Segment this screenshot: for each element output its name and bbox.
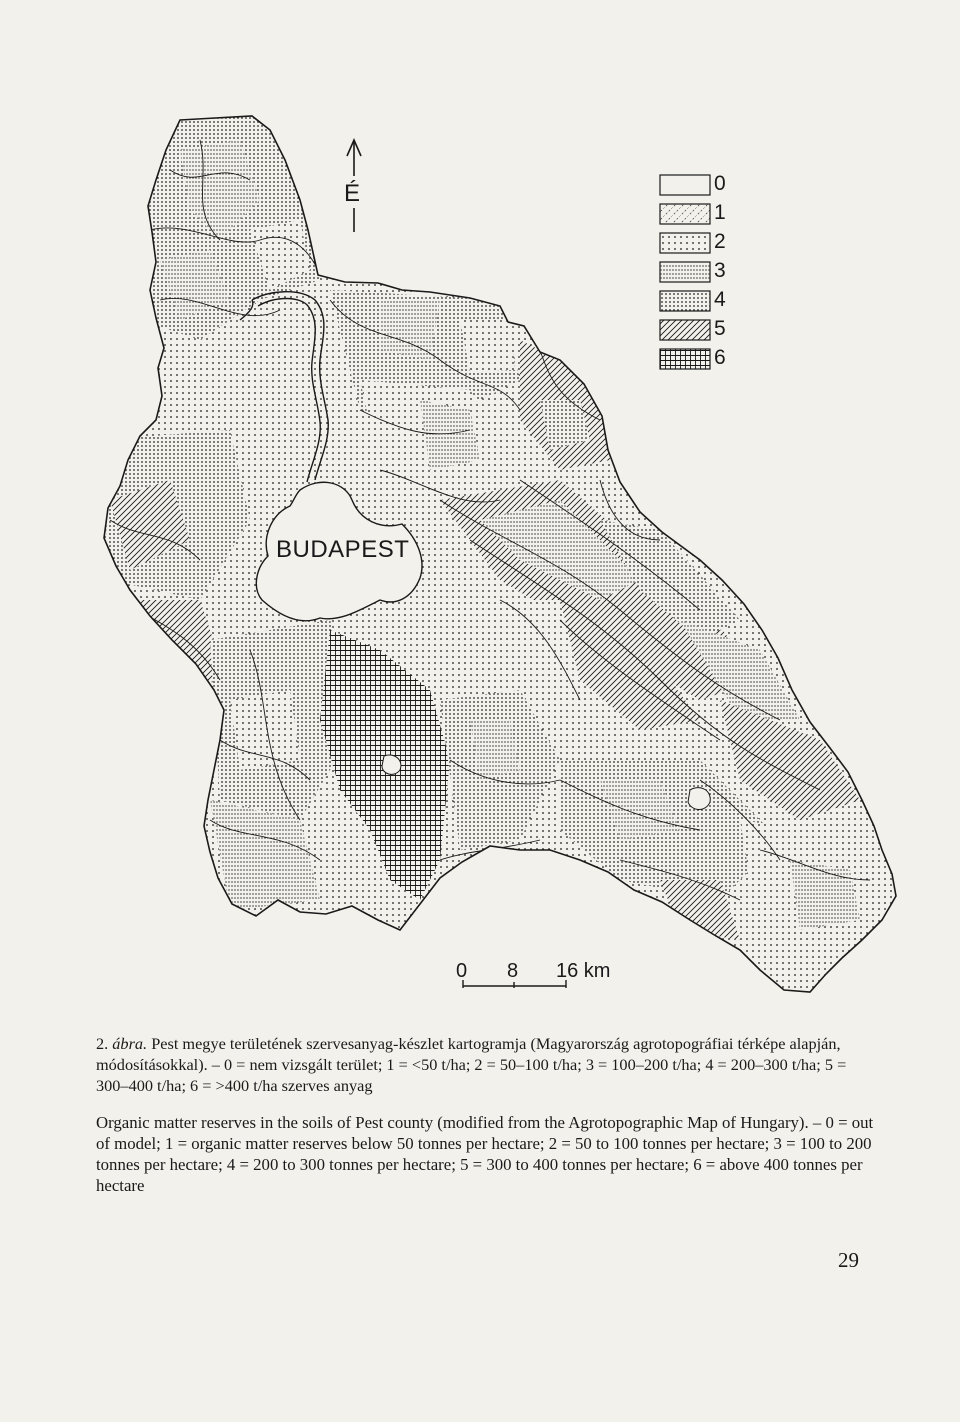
legend-label-3: 3 — [714, 259, 726, 282]
city-label-budapest: BUDAPEST — [276, 536, 410, 563]
legend-swatch-2 — [660, 233, 710, 253]
legend-label-2: 2 — [714, 230, 726, 253]
legend-label-5: 5 — [714, 317, 726, 340]
legend-swatch-4 — [660, 291, 710, 311]
caption-english: Organic matter reserves in the soils of Pest county (modified from the Agrotopographic Map of Hungary). – 0 = out of model; 1 = organic matter reserves below 50 tonnes per hectare; 2 = 50 to 100 tonnes per hectare; 3 = 100 to 200 tonnes per hectare; 4 = 200 to 300 tonnes per hectare; 5 = 300 to 400 tonnes per hectare; 6 = above 400 tonnes per hectare — [96, 1113, 874, 1195]
island-blank — [382, 755, 401, 774]
legend-label-0: 0 — [714, 172, 726, 195]
legend-swatch-5 — [660, 320, 710, 340]
caption-hungarian — [96, 1033, 876, 1096]
caption-hungarian-text: Pest megye területének szervesanyag-készlet kartogramja (Magyarország agrotopográfiai térképe alapján, módosításokkal). – 0 = nem vizsgált terület; 1 = <50 t/ha; 2 = 50–100 t/ha; 3 = 100–200 t/ha; 4 = 200–300 t/ha; 5 = 300–400 t/ha; 6 = >400 t/ha szerves anyag — [96, 1034, 847, 1095]
legend-label-4: 4 — [714, 288, 726, 311]
legend-swatch-3 — [660, 262, 710, 282]
legend-swatches — [660, 175, 710, 369]
figure-number: 2. — [96, 1034, 113, 1053]
scale-tick-label: 8 — [507, 960, 519, 982]
legend-label-1: 1 — [714, 201, 726, 224]
page-number: 29 — [838, 1248, 859, 1272]
scale-tick-label: 16 km — [556, 960, 611, 982]
island-blank — [688, 788, 710, 810]
north-label: É — [344, 180, 361, 207]
figure-label: ábra. — [112, 1034, 148, 1053]
legend-swatch-6 — [660, 349, 710, 369]
legend-label-6: 6 — [714, 346, 726, 369]
scale-tick-label: 0 — [456, 960, 468, 982]
legend-swatch-1 — [660, 204, 710, 224]
legend-swatch-0 — [660, 175, 710, 195]
